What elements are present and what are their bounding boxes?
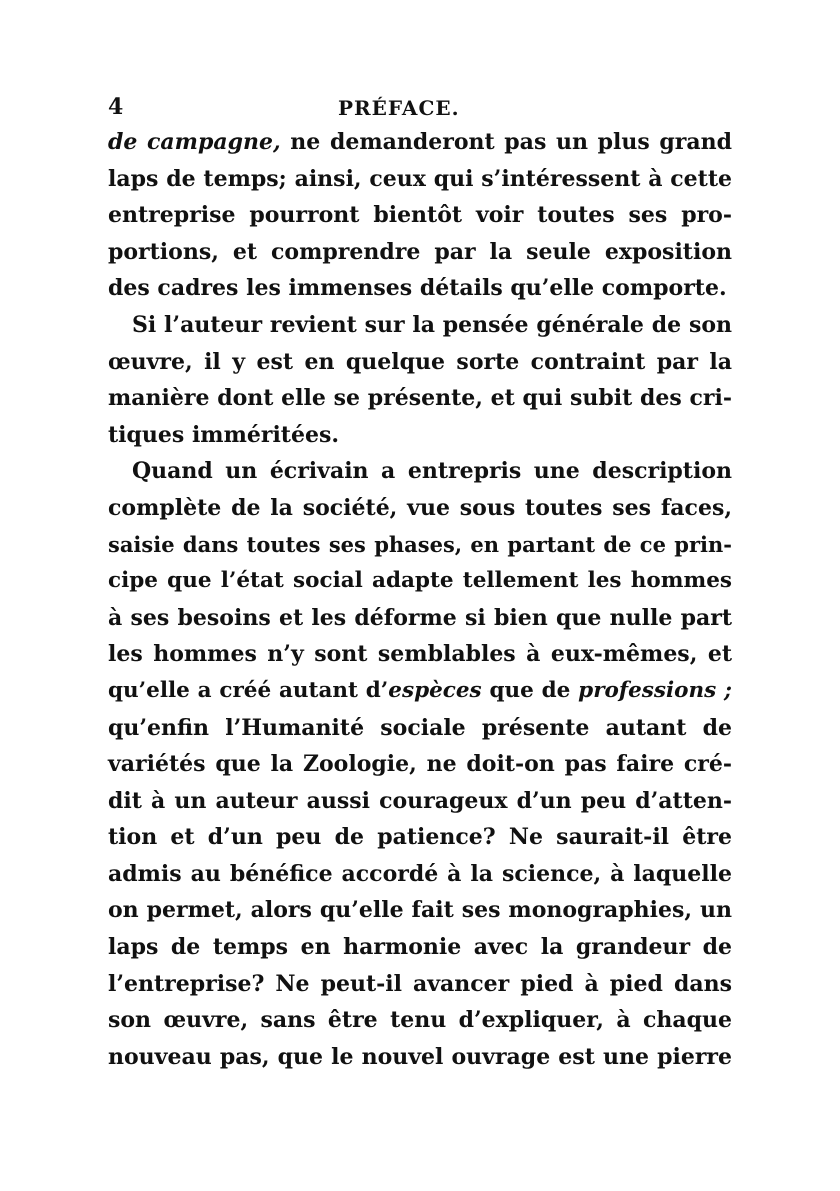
- text-line: admis au bénéfice accordé à la science, à laquelle: [108, 860, 732, 887]
- text-line: on permet, alors qu’elle fait ses monographies, un: [108, 897, 732, 924]
- text-line: tiques imméritées.: [108, 421, 339, 448]
- text-line: nouveau pas, que le nouvel ouvrage est une pierre: [108, 1043, 732, 1070]
- text-line: l’entreprise? Ne peut-il avancer pied à pied dans: [108, 970, 732, 997]
- text-line: dit à un auteur aussi courageux d’un peu d’atten-: [108, 787, 732, 814]
- italic-word: professions ;: [578, 677, 732, 703]
- text-line: complète de la société, vue sous toutes ses faces,: [108, 494, 732, 521]
- text-line: entreprise pourront bientôt voir toutes ses pro-: [108, 202, 732, 229]
- text-line: variétés que la Zoologie, ne doit-on pas faire cré-: [108, 751, 732, 778]
- text-line: qu’elle a créé autant d’espèces que de professions ;: [108, 677, 732, 703]
- text-line: saisie dans toutes ses phases, en partant de ce prin-: [108, 531, 732, 557]
- text-line: des cadres les immenses détails qu’elle comporte.: [108, 275, 727, 302]
- text-line: laps de temps en harmonie avec la grandeur de: [108, 934, 732, 961]
- running-title: PRÉFACE.: [338, 96, 460, 120]
- text-line: Quand un écrivain a entrepris une description: [132, 458, 732, 485]
- text-line: son œuvre, sans être tenu d’expliquer, à chaque: [108, 1007, 732, 1034]
- text-line: œuvre, il y est en quelque sorte contraint par la: [108, 348, 732, 375]
- page-number: 4: [108, 94, 124, 120]
- text-line: qu’enfin l’Humanité sociale présente autant de: [108, 714, 732, 741]
- text-line: de campagne, ne demanderont pas un plus grand: [108, 129, 732, 155]
- italic-word: espèces: [388, 677, 482, 703]
- text-line: Si l’auteur revient sur la pensée générale de son: [132, 311, 732, 338]
- text-line: à ses besoins et les déforme si bien que nulle part: [108, 604, 732, 631]
- text-line: cipe que l’état social adapte tellement les hommes: [108, 568, 732, 594]
- text-line: tion et d’un peu de patience? Ne saurait-il être: [108, 824, 732, 851]
- text-line: les hommes n’y sont semblables à eux-mêmes, et: [108, 641, 732, 668]
- page-header: [108, 90, 732, 124]
- text-line: portions, et comprendre par la seule exposition: [108, 238, 732, 265]
- text-line: laps de temps; ainsi, ceux qui s’intéressent à cette: [108, 165, 732, 192]
- text-line: manière dont elle se présente, et qui subit des cri-: [108, 385, 732, 412]
- book-page: [108, 90, 732, 1075]
- italic-phrase: de campagne,: [108, 129, 281, 155]
- body-text: [108, 124, 732, 1075]
